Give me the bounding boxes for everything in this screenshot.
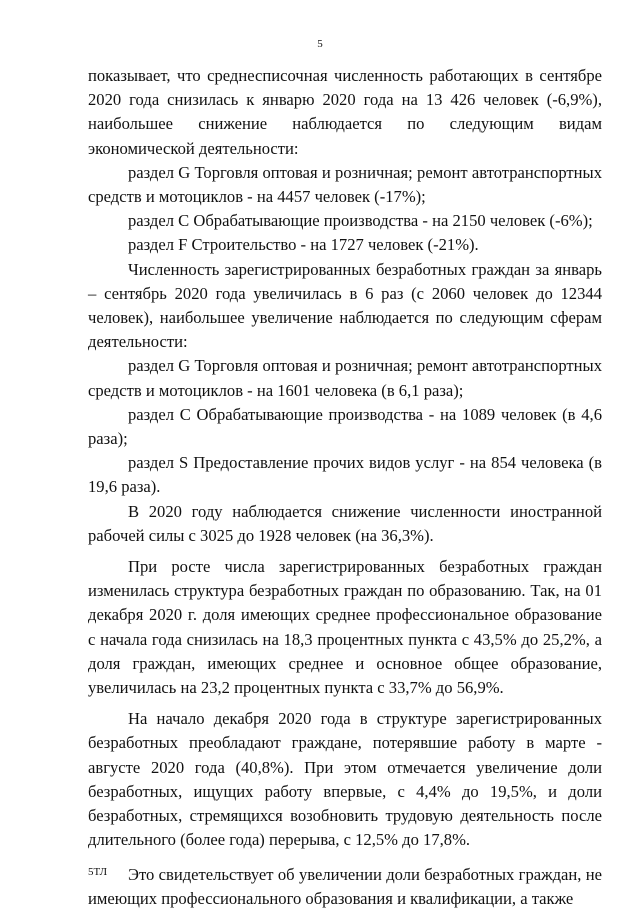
- paragraph-unemployed-count: Численность зарегистрированных безработных граждан за январь – сентябрь 2020 года увеличилась в 6 раз (с 2060 человек до 12344 человек), наибольшее увеличение наблюдается по следующим сферам деятельности:: [88, 259, 602, 352]
- paragraph-intro-continuation: показывает, что среднесписочная численность работающих в сентябре 2020 года снизилась к январю 2020 года на 13 426 человек (-6,9%), наибольшее снижение наблюдается по следующим видам экономической деятельности:: [88, 66, 602, 158]
- paragraph-list-item: раздел S Предоставление прочих видов услуг - на 854 человека (в 19,6 раза).: [88, 453, 602, 497]
- paragraph-unemployed-structure: На начало декабря 2020 года в структуре зарегистрированных безработных преобладают граждане, потерявшие работу в марте - августе 2020 года (40,8%). При этом отмечается увеличение доли безработных, ищущих работу впервые, с 4,4% до 19,5%, и доли безработных, стремящихся возобновить трудовую деятельность после длительного (более года) перерыва, с 12,5% до 17,8%.: [88, 709, 602, 850]
- paragraph-list-item: раздел С Обрабатывающие производства - на 1089 человек (в 4,6 раза);: [88, 404, 602, 449]
- paragraph-list-item: раздел F Строительство - на 1727 человек (-21%).: [128, 235, 479, 255]
- paragraph-education-structure: При росте числа зарегистрированных безработных граждан изменилась структура безработных граждан по образованию. Так, на 01 декабря 2020 г. доля имеющих среднее профессиональное образование с начала года снизилась на 18,3 процентных пункта с 43,5% до 25,2%, а доля граждан, имеющих среднее и основное общее образование, увеличилась на 23,2 процентных пункта с 33,7% до 56,9%.: [88, 557, 602, 698]
- footer-code: 5ТЛ: [88, 866, 108, 878]
- paragraph-list-item: раздел С Обрабатывающие производства - на 2150 человек (-6%);: [128, 211, 593, 231]
- paragraph-foreign-workforce: В 2020 году наблюдается снижение численности иностранной рабочей силы с 3025 до 1928 человек (на 36,3%).: [88, 501, 602, 545]
- document-body: [88, 64, 602, 911]
- paragraph-list-item: раздел G Торговля оптовая и розничная; ремонт автотранспортных средств и мотоциклов - на 1601 человека (в 6,1 раза);: [88, 356, 602, 400]
- page-number: 5: [317, 38, 323, 50]
- paragraph-conclusion: Это свидетельствует об увеличении доли безработных граждан, не имеющих профессионального образования и квалификации, а также: [88, 864, 602, 908]
- paragraph-list-item: раздел G Торговля оптовая и розничная; ремонт автотранспортных средств и мотоциклов - на 4457 человек (-17%);: [88, 162, 602, 207]
